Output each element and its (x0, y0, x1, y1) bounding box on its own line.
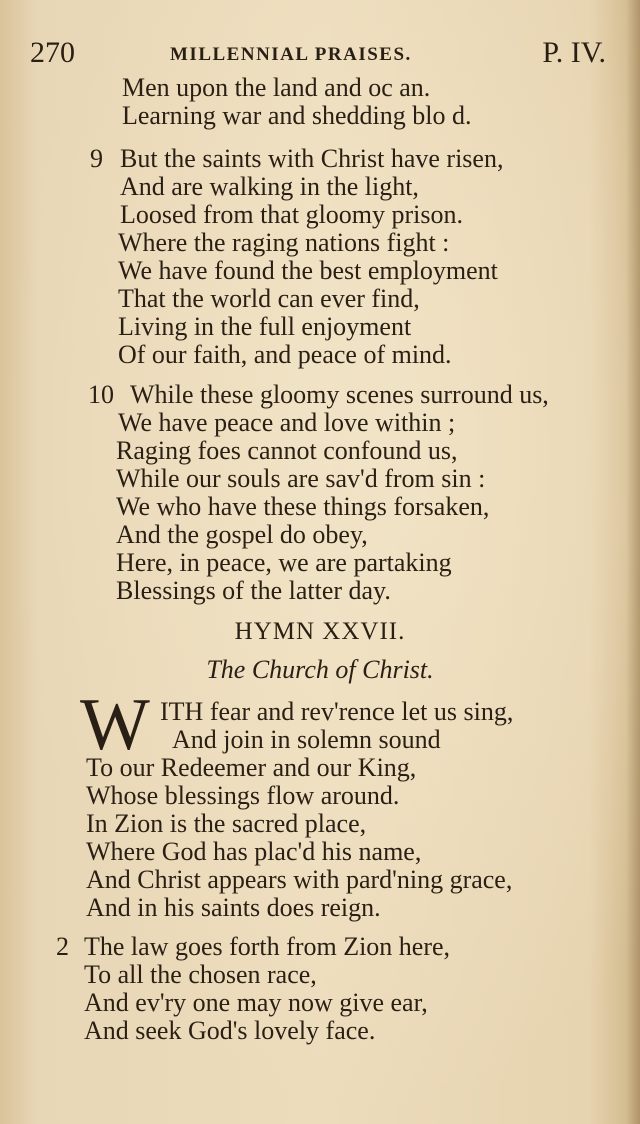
stanza-10-line-3: Raging foes cannot confound us, (116, 436, 458, 465)
stanza-1-line-1: ITH fear and rev'rence let us sing, (160, 697, 514, 726)
stanza-10-line-4: While our souls are sav'd from sin : (116, 464, 486, 493)
stanza-9-line-8: Of our faith, and peace of mind. (118, 340, 452, 369)
stanza-10-line-5: We who have these things forsaken, (116, 492, 490, 521)
stanza-2-line-3: And ev'ry one may now give ear, (84, 988, 428, 1017)
stanza-9-line-1: But the saints with Christ have risen, (120, 144, 504, 173)
stanza-1-line-2: And join in solemn sound (172, 725, 441, 754)
stanza-8-line-7: Men upon the land and oc an. (122, 73, 431, 102)
stanza-1-line-7: And Christ appears with pard'ning grace, (86, 865, 513, 894)
stanza-1-line-5: In Zion is the sacred place, (86, 809, 367, 838)
stanza-2-line-4: And seek God's lovely face. (84, 1016, 376, 1045)
stanza-10-line-2: We have peace and love within ; (118, 408, 456, 437)
page-header (30, 36, 610, 76)
stanza-9-line-7: Living in the full enjoyment (118, 312, 412, 341)
stanza-1-line-3: To our Redeemer and our King, (86, 753, 417, 782)
stanza-10-line-7: Here, in peace, we are partaking (116, 548, 452, 577)
stanza-9-line-6: That the world can ever find, (118, 284, 420, 313)
stanza-10-line-1: While these gloomy scenes surround us, (130, 380, 549, 409)
page-number: 270 (30, 36, 75, 69)
stanza-1-line-6: Where God has plac'd his name, (86, 837, 422, 866)
hymn-title: HYMN XXVII. (234, 618, 406, 645)
stanza-10-number: 10 (88, 380, 114, 409)
stanza-9-line-3: Loosed from that gloomy prison. (120, 200, 464, 229)
stanza-8-line-8: Learning war and shedding blo d. (122, 101, 472, 130)
stanza-9-line-4: Where the raging nations fight : (118, 228, 450, 257)
stanza-1-line-8: And in his saints does reign. (86, 893, 381, 922)
drop-cap: W (80, 684, 150, 766)
hymn-subtitle: The Church of Christ. (206, 655, 434, 684)
stanza-9-line-5: We have found the best employment (118, 256, 498, 285)
stanza-2-number: 2 (56, 932, 69, 961)
part-label: P. IV. (542, 36, 606, 69)
stanza-10-line-8: Blessings of the latter day. (116, 576, 391, 605)
stanza-10-line-6: And the gospel do obey, (116, 520, 368, 549)
stanza-9-line-2: And are walking in the light, (120, 172, 419, 201)
stanza-1-line-4: Whose blessings flow around. (86, 781, 400, 810)
stanza-2-line-2: To all the chosen race, (84, 960, 317, 989)
stanza-9-number: 9 (90, 144, 103, 173)
stanza-2-line-1: The law goes forth from Zion here, (84, 932, 451, 961)
running-head: MILLENNIAL PRAISES. (170, 44, 412, 65)
